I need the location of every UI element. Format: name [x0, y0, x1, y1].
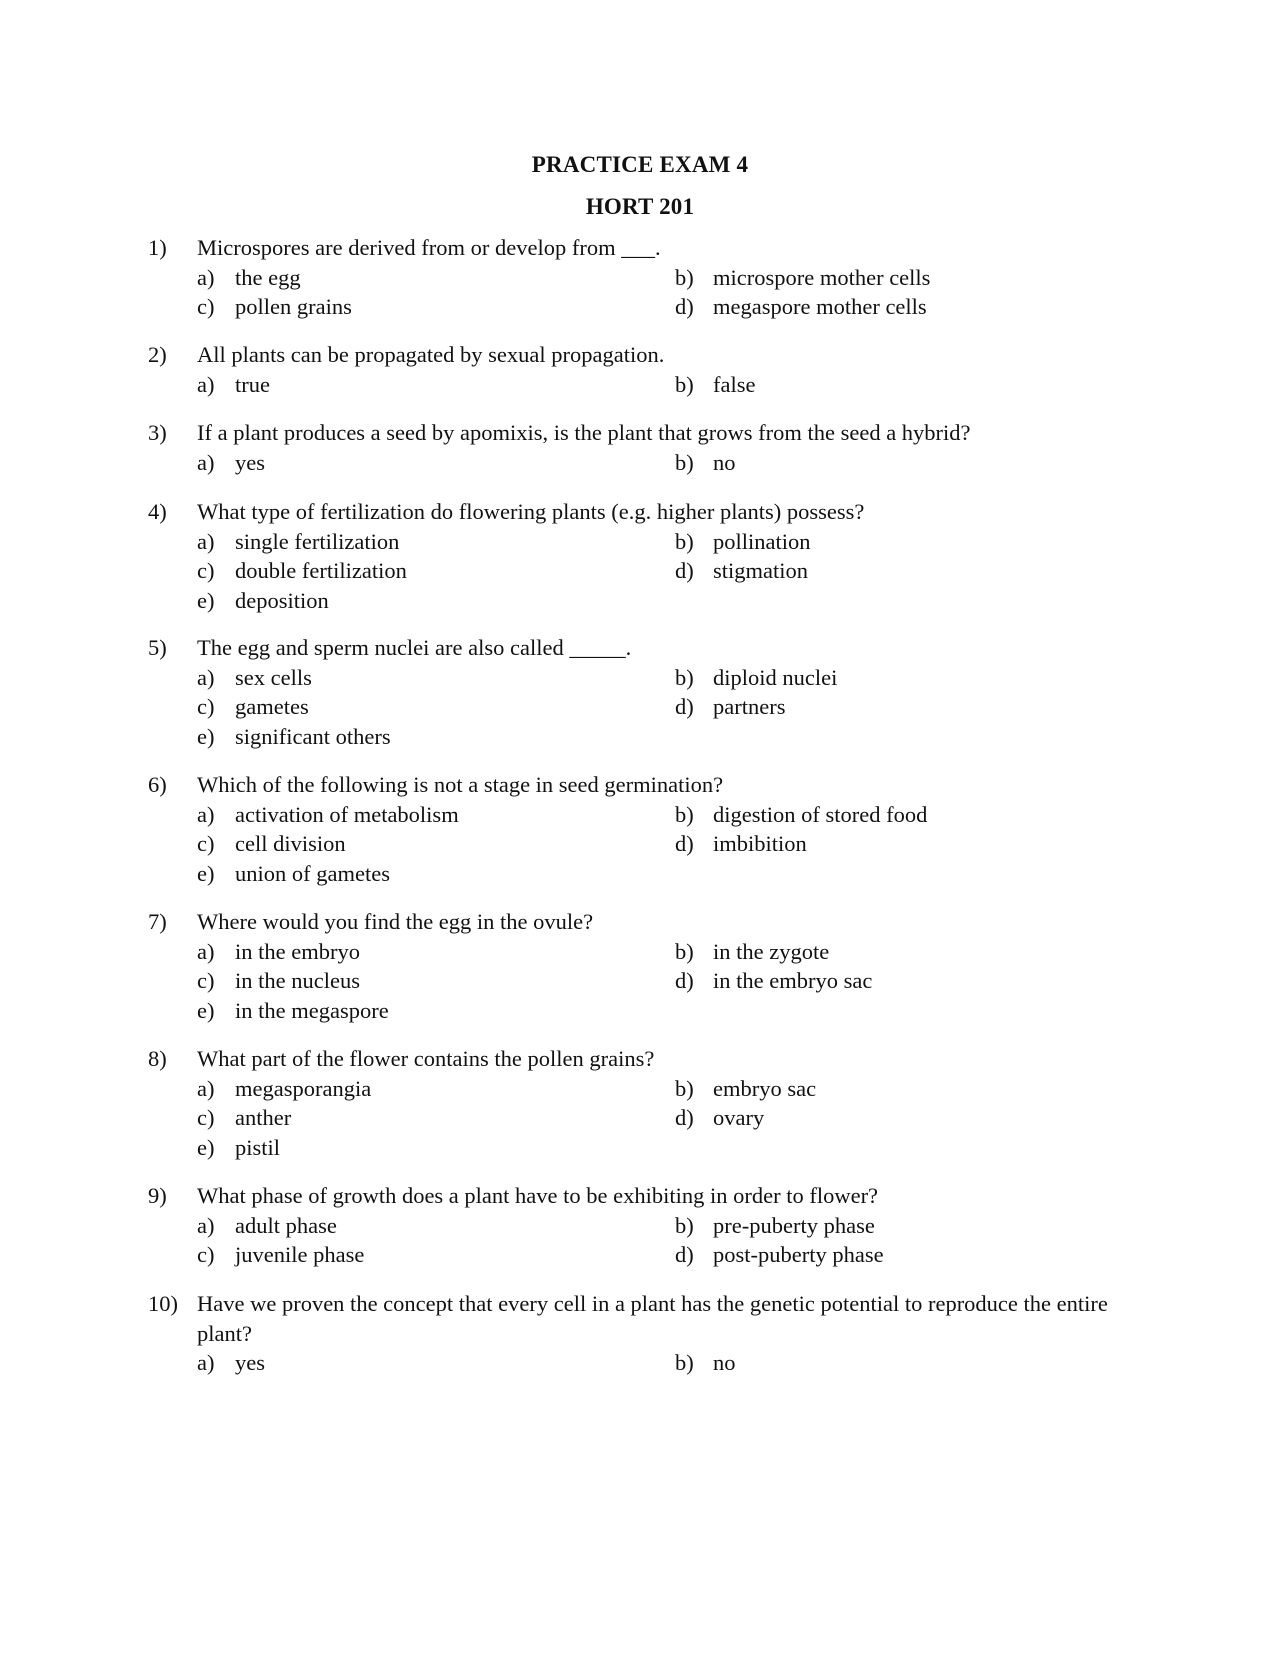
option-text: gametes [235, 694, 309, 719]
answer-option[interactable] [197, 692, 675, 722]
option-text: megaspore mother cells [713, 294, 927, 319]
option-text: deposition [235, 587, 329, 613]
answer-option[interactable] [197, 1348, 675, 1378]
option-letter: d) [675, 294, 694, 319]
option-text: false [713, 371, 756, 397]
option-text: pre-puberty phase [713, 1212, 875, 1238]
option-text: sex cells [235, 664, 312, 690]
option-letter: d) [675, 558, 694, 583]
answer-option[interactable] [675, 1103, 1075, 1133]
option-letter: c) [197, 968, 215, 993]
question-text: If a plant produces a seed by apomixis, is the plant that grows from the seed a hybrid? [197, 420, 971, 445]
course-code: HORT 201 [585, 194, 695, 219]
answer-option[interactable] [675, 829, 1075, 859]
answer-options [197, 1074, 1148, 1163]
question-stem [148, 1181, 1148, 1211]
answer-options [197, 663, 1148, 752]
question-stem [148, 907, 1148, 937]
option-letter: a) [197, 801, 215, 827]
question-stem [148, 1044, 1148, 1074]
option-letter: e) [197, 997, 215, 1023]
option-letter: e) [197, 587, 215, 613]
answer-option[interactable] [197, 1074, 675, 1104]
option-text: pollen grains [235, 294, 352, 319]
option-text: stigmation [713, 558, 808, 583]
answer-option[interactable] [675, 1240, 1075, 1270]
option-text: single fertilization [235, 528, 400, 554]
question-text: All plants can be propagated by sexual propagation. [197, 342, 665, 367]
option-letter: b) [675, 938, 694, 964]
option-text: in the embryo sac [713, 968, 873, 993]
answer-option[interactable] [197, 527, 675, 557]
question-stem [148, 418, 1148, 448]
option-text: activation of metabolism [235, 801, 459, 827]
option-text: in the nucleus [235, 968, 360, 993]
option-letter: e) [197, 723, 215, 749]
question-6 [148, 770, 1148, 888]
question-1 [148, 233, 1148, 322]
option-letter: b) [675, 801, 694, 827]
option-text: adult phase [235, 1212, 337, 1238]
option-text: post-puberty phase [713, 1242, 884, 1267]
question-number: 1) [148, 235, 167, 260]
answer-options [197, 937, 1148, 1026]
option-letter: c) [197, 558, 215, 583]
question-number: 3) [148, 420, 167, 445]
answer-option[interactable] [675, 263, 1075, 293]
option-letter: c) [197, 294, 215, 319]
option-text: the egg [235, 264, 301, 290]
question-stem [148, 1289, 1148, 1348]
option-letter: a) [197, 1212, 215, 1238]
answer-option[interactable] [675, 937, 1075, 967]
option-letter: d) [675, 1242, 694, 1267]
answer-option[interactable] [197, 966, 675, 996]
option-letter: c) [197, 831, 215, 856]
question-4 [148, 497, 1148, 615]
answer-option[interactable] [197, 586, 675, 616]
option-letter: d) [675, 968, 694, 993]
option-text: cell division [235, 831, 346, 856]
option-text: no [713, 1350, 736, 1375]
option-letter: d) [675, 1105, 694, 1130]
question-text: What type of fertilization do flowering plants (e.g. higher plants) possess? [197, 499, 865, 524]
option-letter: d) [675, 831, 694, 856]
answer-option[interactable] [197, 800, 675, 830]
question-10 [148, 1289, 1148, 1378]
option-letter: a) [197, 664, 215, 690]
option-text: pistil [235, 1134, 281, 1160]
answer-options [197, 448, 1148, 478]
option-letter: b) [675, 664, 694, 690]
answer-option[interactable] [197, 1240, 675, 1270]
answer-option[interactable] [197, 1103, 675, 1133]
option-text: pollination [713, 528, 811, 554]
answer-option[interactable] [675, 556, 1075, 586]
option-text: embryo sac [713, 1075, 817, 1101]
answer-option[interactable] [197, 556, 675, 586]
option-letter: a) [197, 264, 215, 290]
option-letter: c) [197, 694, 215, 719]
option-text: double fertilization [235, 558, 407, 583]
answer-option[interactable] [197, 448, 675, 478]
option-letter: b) [675, 1350, 694, 1375]
question-text: Where would you find the egg in the ovule? [197, 909, 594, 934]
option-letter: c) [197, 1105, 215, 1130]
answer-option[interactable] [197, 263, 675, 293]
option-letter: a) [197, 1350, 215, 1375]
question-stem [148, 497, 1148, 527]
answer-option[interactable] [675, 1211, 1075, 1241]
answer-options [197, 1211, 1148, 1270]
option-letter: a) [197, 528, 215, 554]
answer-option[interactable] [675, 966, 1075, 996]
option-text: union of gametes [235, 860, 390, 886]
question-8 [148, 1044, 1148, 1162]
question-number: 6) [148, 772, 167, 797]
question-text: The egg and sperm nuclei are also called _____. [197, 635, 632, 660]
option-text: digestion of stored food [713, 801, 928, 827]
answer-option[interactable] [675, 370, 1075, 400]
answer-option[interactable] [197, 292, 675, 322]
option-letter: e) [197, 860, 215, 886]
option-letter: b) [675, 1075, 694, 1101]
option-letter: a) [197, 1075, 215, 1101]
answer-option[interactable] [675, 692, 1075, 722]
option-text: yes [235, 1350, 265, 1375]
option-text: in the zygote [713, 938, 830, 964]
question-text: Have we proven the concept that every cell in a plant has the genetic potential to reproduce the entire plant? [197, 1291, 1108, 1346]
answer-options [197, 1348, 1148, 1378]
question-number: 2) [148, 342, 167, 367]
answer-option[interactable] [675, 663, 1075, 693]
option-letter: a) [197, 371, 215, 397]
option-text: anther [235, 1105, 292, 1130]
option-text: juvenile phase [235, 1242, 365, 1267]
question-stem [148, 770, 1148, 800]
option-text: yes [235, 449, 265, 475]
exam-title: PRACTICE EXAM 4 [531, 152, 749, 177]
answer-option[interactable] [675, 292, 1075, 322]
answer-option[interactable] [675, 800, 1075, 830]
option-text: imbibition [713, 831, 807, 856]
question-stem [148, 340, 1148, 370]
answer-options [197, 527, 1148, 616]
answer-option[interactable] [675, 1348, 1075, 1378]
question-stem [148, 233, 1148, 263]
answer-options [197, 800, 1148, 889]
question-text: Microspores are derived from or develop from ___. [197, 235, 661, 260]
question-number: 4) [148, 499, 167, 524]
option-text: significant others [235, 723, 391, 749]
answer-option[interactable] [675, 527, 1075, 557]
question-stem [148, 633, 1148, 663]
option-text: diploid nuclei [713, 664, 838, 690]
question-number: 9) [148, 1183, 167, 1208]
question-number: 5) [148, 635, 167, 660]
question-2 [148, 340, 1148, 399]
answer-option[interactable] [197, 859, 675, 889]
question-text: Which of the following is not a stage in seed germination? [197, 772, 724, 797]
option-letter: c) [197, 1242, 215, 1267]
answer-option[interactable] [197, 996, 675, 1026]
option-letter: a) [197, 449, 215, 475]
answer-option[interactable] [197, 722, 675, 752]
question-number: 7) [148, 909, 167, 934]
answer-option[interactable] [675, 448, 1075, 478]
option-text: in the megaspore [235, 997, 389, 1023]
option-text: true [235, 371, 270, 397]
option-text: ovary [713, 1105, 765, 1130]
option-letter: d) [675, 694, 694, 719]
question-text: What phase of growth does a plant have to be exhibiting in order to flower? [197, 1183, 879, 1208]
option-text: microspore mother cells [713, 264, 931, 290]
answer-option[interactable] [197, 829, 675, 859]
answer-option[interactable] [197, 1211, 675, 1241]
answer-option[interactable] [197, 1133, 675, 1163]
answer-option[interactable] [197, 937, 675, 967]
option-text: partners [713, 694, 786, 719]
answer-options [197, 370, 1148, 400]
question-5 [148, 633, 1148, 751]
option-letter: b) [675, 371, 694, 397]
option-text: in the embryo [235, 938, 360, 964]
option-letter: a) [197, 938, 215, 964]
option-text: megasporangia [235, 1075, 372, 1101]
option-letter: b) [675, 449, 694, 475]
option-letter: b) [675, 528, 694, 554]
question-9 [148, 1181, 1148, 1270]
option-text: no [713, 449, 736, 475]
option-letter: e) [197, 1134, 215, 1160]
option-letter: b) [675, 1212, 694, 1238]
answer-option[interactable] [197, 663, 675, 693]
option-letter: b) [675, 264, 694, 290]
answer-options [197, 263, 1148, 322]
question-7 [148, 907, 1148, 1025]
answer-option[interactable] [675, 1074, 1075, 1104]
question-text: What part of the flower contains the pollen grains? [197, 1046, 655, 1071]
question-number: 8) [148, 1046, 167, 1071]
answer-option[interactable] [197, 370, 675, 400]
question-number: 10) [148, 1291, 178, 1316]
question-3 [148, 418, 1148, 477]
